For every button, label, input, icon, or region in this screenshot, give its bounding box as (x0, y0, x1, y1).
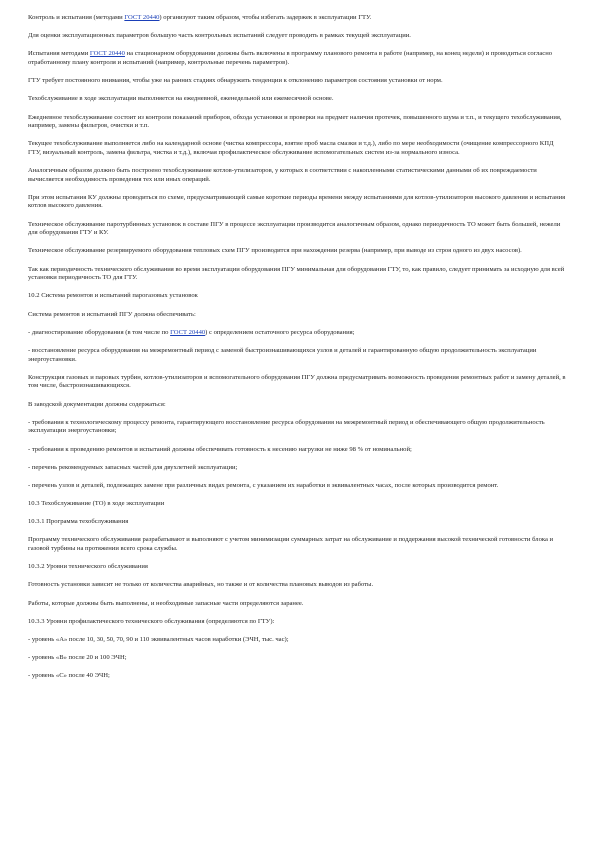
paragraph (28, 95, 566, 104)
paragraph (28, 581, 566, 590)
paragraph (28, 247, 566, 256)
paragraph-text: - перечень узлов и деталей, подлежащих замене при различных видах ремонта, с указанием их наработки в эквивалентных часах, после которых производится ремонт. (28, 481, 499, 489)
paragraph-text: на стационарном оборудовании должны быть включены в программу планового ремонта в работе (например, на конец недели) и проводиться согласно отработанному плану контроля и испытаний (например, контрольные перечень параметров). (28, 50, 553, 66)
paragraph-text: Текущее техобслуживание выполняется либо на календарной основе (чистка компрессора, взятие проб масла смазки и т.д.), либо по мере необходимости (очищение компрессорного КПД ГТУ, визуальный контроль, замена фильтра, чистка и т.д.), включая профилактическое обслуживание вспомогательных систем из-за нормального износа. (28, 140, 554, 156)
document-page (28, 14, 566, 691)
paragraph-text: Испытания методами (28, 50, 90, 58)
paragraph-text: 10.2 Система ремонтов и испытаний парогазовых установок (28, 292, 198, 300)
paragraph-text: Для оценки эксплуатационных параметров большую часть контрольных испытаний следует проводить в рамках текущей эксплуатации. (28, 32, 411, 40)
paragraph-text: Программу технического обслуживания разрабатывают и выполняют с учетом минимизации суммарных затрат на обслуживание и поддержания высокой технической готовности блока и газовой турбины на протяжении всего срока службы. (28, 536, 554, 553)
paragraph-text: ГТУ требует постоянного внимания, чтобы уже на ранних стадиях обнаружить тенденции к отклонению параметров состояния установки от норм. (28, 77, 443, 85)
paragraph (28, 266, 566, 283)
paragraph (28, 636, 566, 645)
paragraph (28, 446, 566, 455)
paragraph (28, 672, 566, 681)
paragraph (28, 167, 566, 184)
paragraph-text: 10.3.3 Уровни профилактического технического обслуживания (определяются по ГТУ): (28, 617, 275, 625)
paragraph-text: ) с определением остаточного ресурса оборудования; (205, 328, 355, 336)
paragraph-text: Ежедневное техобслуживание состоит из контроля показаний приборов, обхода установки и проверки на предмет наличия протечек, повышенного шума и т.п., и текущего техобслуживания, например, замены фильтров, очистки и т.п. (28, 113, 562, 130)
paragraph-text: В заводской документации должны содержаться: (28, 400, 166, 408)
paragraph (28, 140, 566, 157)
paragraph-text: Готовность установки зависит не только от количества аварийных, но также и от количества плановых выводов из работы. (28, 581, 374, 589)
paragraph-text: 10.3.1 Программа техобслуживания (28, 518, 129, 526)
paragraph (28, 14, 566, 23)
paragraph (28, 600, 566, 609)
paragraph (28, 401, 566, 410)
paragraph (28, 464, 566, 473)
paragraph-text: 10.3.2 Уровни технического обслуживания (28, 563, 148, 571)
paragraph-text: Техническое обслуживание резервируемого оборудования тепловых схем ПГУ производится при нахождении резерва (например, при выводе из строя одного из двух насосов). (28, 247, 522, 255)
gost-link[interactable]: ГОСТ 20440 (89, 50, 125, 58)
paragraph-text: Техобслуживание в ходе эксплуатации выполняется на ежедневной, еженедельной или ежемесячной основе. (28, 95, 334, 103)
paragraph (28, 221, 566, 238)
paragraph (28, 500, 566, 509)
paragraph (28, 563, 566, 572)
paragraph (28, 347, 566, 364)
paragraph-text: - требования к проведению ремонтов и испытаний должны обеспечивать готовность к несению нагрузки не ниже 98 % от номинальной; (28, 445, 412, 453)
paragraph (28, 292, 566, 301)
paragraph (28, 194, 566, 211)
paragraph-text: При этом испытания КУ должны проводиться по схеме, предусматривающей самые короткие периоды времени между испытаниями для котлов-утилизаторов высокого давления и испытания котлов высокого давления. (28, 193, 566, 210)
paragraph (28, 419, 566, 436)
paragraph-text: Контроль и испытания (методами (28, 14, 125, 21)
paragraph-text: Система ремонтов и испытаний ПГУ должна обеспечивать: (28, 310, 196, 318)
paragraph-text: - уровень «С» после 40 ЭЧН; (28, 672, 110, 680)
paragraph (28, 329, 566, 338)
paragraph-text: - восстановление ресурса оборудования на межремонтный период с заменой быстроизнашивающихся узлов и деталей и гарантированную общую продолжительность эксплуатации энергоустановки. (28, 346, 537, 363)
paragraph (28, 311, 566, 320)
paragraph-text: - уровень «А» после 10, 30, 50, 70, 90 и 110 эквивалентных часов наработки (ЭЧН, тыс. час); (28, 635, 289, 643)
paragraph (28, 374, 566, 391)
paragraph-text: Аналогичным образом должно быть построено техобслуживание котлов-утилизаторов, у которых в соответствии с накопленными статистическими данными об их повреждаемости вычисляется необходимость проведения тех или иных операций. (28, 167, 537, 183)
paragraph (28, 618, 566, 627)
paragraph-text: - требования к технологическому процессу ремонта, гарантирующего восстановление ресурса оборудования на межремонтный период и обеспечивающего общую продолжительность эксплуатации энергоустановки; (28, 418, 545, 435)
paragraph-text: Техническое обслуживание паротурбинных установок в составе ПГУ в процессе эксплуатации производится аналогичным образом, однако периодичность ТО может быть большей, нежели для оборудования ГТУ и КУ. (28, 220, 561, 237)
paragraph (28, 536, 566, 553)
paragraph-text: ) организуют таким образом, чтобы избегать задержек в эксплуатации ГТУ. (159, 14, 372, 21)
paragraph (28, 114, 566, 131)
paragraph-text: - уровень «В» после 20 и 100 ЭЧН; (28, 654, 127, 662)
paragraph-text: - перечень рекомендуемых запасных частей для двухлетней эксплуатации; (28, 463, 238, 471)
paragraph (28, 654, 566, 663)
paragraph (28, 518, 566, 527)
gost-link[interactable]: ГОСТ 20440 (170, 328, 206, 336)
paragraph (28, 482, 566, 491)
paragraph (28, 77, 566, 86)
paragraph-text: Работы, которые должны быть выполнены, и необходимые запасные части определяются заранее. (28, 599, 304, 607)
paragraph-text: 10.3 Техобслуживание (ТО) в ходе эксплуатации (28, 500, 165, 508)
paragraph-text: Конструкция газовых и паровых турбин, котлов-утилизаторов и вспомогательного оборудования ПГУ должна предусматривать возможность проведения ремонтных работ и замену деталей, в том числе, быстроизнашивающихся. (28, 373, 566, 390)
paragraph-text: - диагностирование оборудования (в том числе по (28, 328, 171, 336)
gost-link[interactable]: ГОСТ 20440 (124, 14, 160, 21)
paragraph (28, 50, 566, 67)
paragraph (28, 32, 566, 41)
paragraph-text: Так как периодичность технического обслуживания во время эксплуатации оборудования ПГУ минимальная для оборудования ГТУ, то, как правило, следует принимать за исходную для всей установки периодичность ТО для ГТУ. (28, 265, 565, 282)
